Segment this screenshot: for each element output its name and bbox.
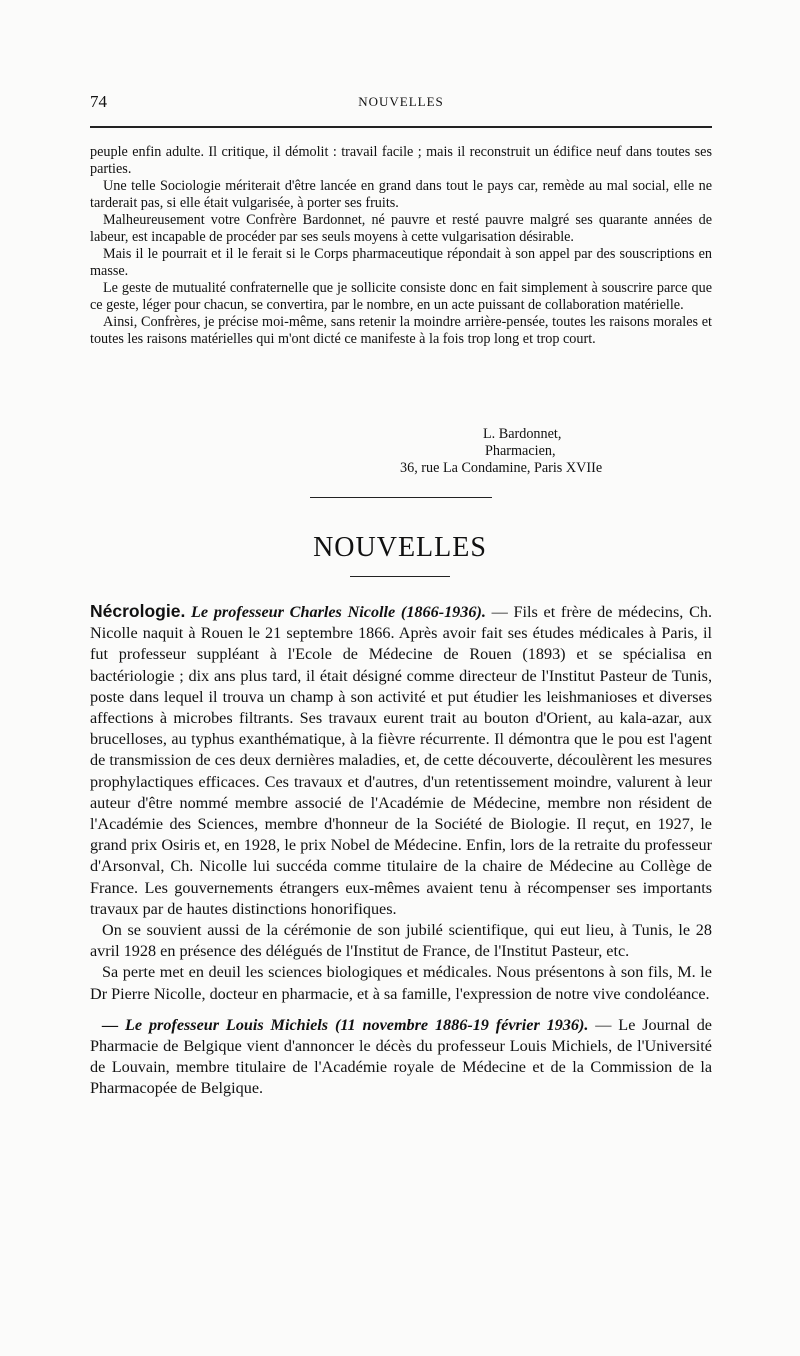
title-underline <box>350 576 450 577</box>
obituary-text: — Fils et frère de médecins, Ch. Nicolle naquit à Rouen le 21 septembre 1866. Après avoir fait ses études médicales à Paris, il fut professeur suppléant à l'Ecole de Médecine de Rouen (1893) et se spécialisa en bactériologie ; dix ans plus tard, il était désigné comme directeur de l'Institut Pasteur de Tunis, poste dans lequel il trouva un champ à son activité et put étudier les leishmanioses et diverses affections à microbes filtrants. Ses travaux eurent trait au bouton d'Orient, au kala-azar, aux brucelloses, au typhus exanthématique, à la fièvre récurrente. Il démontra que le pou est l'agent de transmission de ces deux dernières maladies, et, de cette découverte, découlèrent les mesures prophylactiques efficaces. Ces travaux et d'autres, d'un retentissement moindre, valurent à leur auteur d'être nommé membre associé de l'Académie de Médecine, membre non résident de l'Académie des Sciences, membre d'honneur de la Société de Biologie. Il reçut, en 1927, le grand prix Osiris et, en 1928, le prix Nobel de Médecine. Enfin, lors de la retraite du professeur d'Arsonval, Ch. Nicolle lui succéda comme titulaire de la chaire de Médecine au Collège de France. Les gouvernements étrangers eux-mêmes avaient tenu à récompenser ses importants travaux par de hautes distinctions honorifiques. <box>90 603 713 918</box>
letter-paragraph: Une telle Sociologie mériterait d'être lancée en grand dans tout le pays car, remède au mal social, elle ne tarderait pas, si elle était vulgarisée, à porter ses fruits. <box>90 178 712 211</box>
letter-paragraph: Mais il le pourrait et il le ferait si le Corps pharmaceutique répondait à son appel par des souscriptions en masse. <box>90 246 712 279</box>
obituary-paragraph: Sa perte met en deuil les sciences biologiques et médicales. Nous présentons à son fils, M. le Dr Pierre Nicolle, docteur en pharmacie, et à sa famille, l'expression de notre vive condoléance. <box>90 963 712 1003</box>
running-head <box>90 92 712 114</box>
letter-paragraph: Malheureusement votre Confrère Bardonnet, né pauvre et resté pauvre malgré ses quarante années de labeur, est incapable de procéder par ses seuls moyens à cette vulgarisation désirable. <box>90 212 712 245</box>
obituary-heading-michiels <box>90 1015 712 1100</box>
letter-paragraph: peuple enfin adulte. Il critique, il démolit : travail facile ; mais il reconstruit un édifice neuf dans toutes ses parties. <box>90 144 712 177</box>
rubric-label: Nécrologie. <box>90 601 186 621</box>
obituary-paragraph: On se souvient aussi de la cérémonie de son jubilé scientifique, qui eut lieu, à Tunis, le 28 avril 1928 en présence des délégués de l'Institut de France, de l'Institut Pasteur, etc. <box>90 921 712 961</box>
page-number: 74 <box>90 92 107 111</box>
obituary-text: — Le Journal de Pharmacie de Belgique vient d'annoncer le décès du professeur Louis Michiels, de l'Université de Louvain, membre titulaire de l'Académie royale de Médecine et de la Commission de la Pharmacopée de Belgique. <box>90 1015 712 1098</box>
letter-paragraph: Ainsi, Confrères, je précise moi-même, sans retenir la moindre arrière-pensée, toutes les raisons morales et toutes les raisons matérielles qui m'ont dicté ce manifeste à la fois trop long et trop court. <box>90 314 712 347</box>
necrologie-paragraph <box>90 601 712 920</box>
section-title: NOUVELLES <box>313 532 487 563</box>
signature-title: Pharmacien, <box>485 443 556 459</box>
running-title: NOUVELLES <box>358 94 444 109</box>
header-rule <box>90 126 712 128</box>
signature-name: L. Bardonnet, <box>483 426 562 442</box>
section-divider <box>310 497 492 498</box>
letter-body <box>90 144 712 348</box>
obituary-heading: — Le professeur Louis Michiels (11 novembre 1886-19 février 1936). <box>102 1015 589 1034</box>
obituary-heading: Le professeur Charles Nicolle (1866-1936). <box>191 603 486 621</box>
letter-paragraph: Le geste de mutualité confraternelle que je sollicite consiste donc en fait simplement à souscrire parce que ce geste, léger pour chacun, se convertira, par le nombre, en un acte puissant de collaboration matérielle. <box>90 280 712 313</box>
signature-address: 36, rue La Condamine, Paris XVIIe <box>400 460 603 476</box>
news-body <box>90 601 712 1100</box>
